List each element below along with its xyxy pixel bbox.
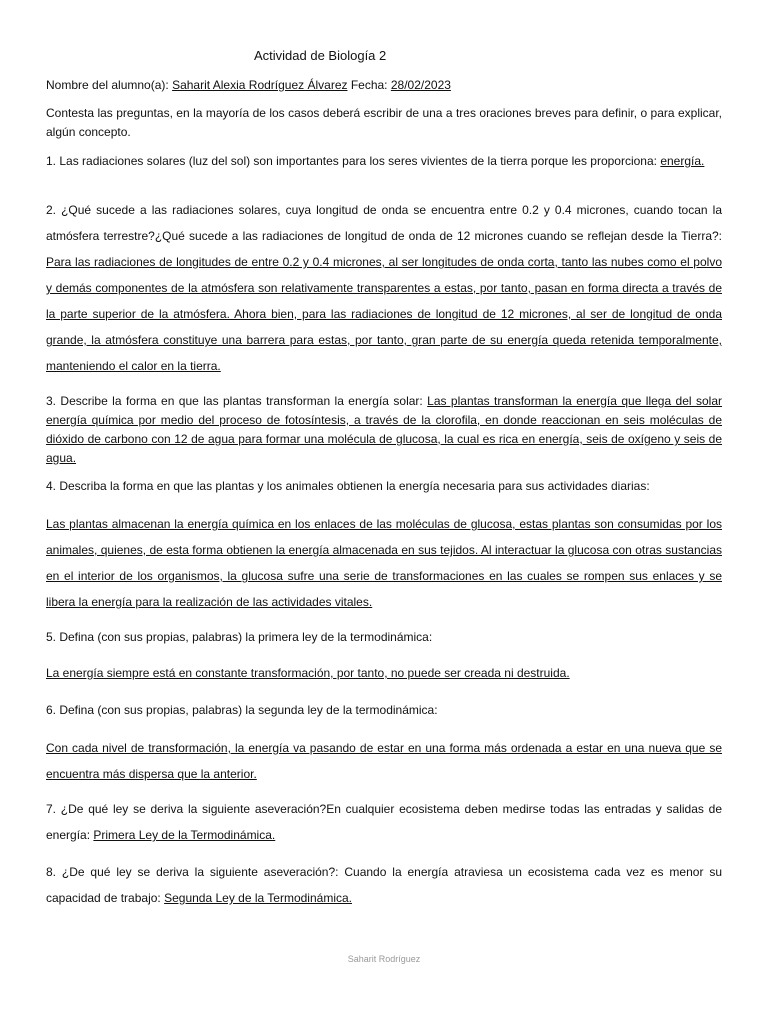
student-info-line [46,76,722,95]
question-6: 6. Defina (con sus propias, palabras) la segunda ley de la termodinámica: [46,703,438,717]
answer-4 [46,511,722,615]
question-2 [46,197,722,379]
question-8 [46,859,722,911]
question-text: 2. ¿Qué sucede a las radiaciones solares, cuya longitud de onda se encuentra entre 0.2 y 0.4 micrones, cuando tocan la atmósfera terrestre?¿Qué sucede a las radiaciones de longitud de onda de 12 micrones cuando se reflejan desde la Tierra?: [46,203,722,243]
question-text: 3. Describe la forma en que las plantas transforman la energía solar: [46,394,428,408]
date-label: Fecha: [347,78,391,92]
instructions: Contesta las preguntas, en la mayoría de los casos deberá escribir de una a tres oraciones breves para definir, o para explicar, algún concepto. [46,106,722,139]
student-label: Nombre del alumno(a): [46,78,173,92]
question-1 [46,152,722,171]
date-value: 28/02/2023 [390,78,451,92]
answer-text: Con cada nivel de transformación, la energía va pasando de estar en una forma más ordenada a estar en una nueva que se encuentra más dispersa que la anterior. [46,741,722,781]
question-text: 8. ¿De qué ley se deriva la siguiente aseveración?: Cuando la energía atraviesa un ecosistema cada vez es menor su capacidad de trabajo: [46,865,722,905]
answer-5 [46,664,722,683]
answer-text: Las plantas almacenan la energía química en los enlaces de las moléculas de glucosa, estas plantas son consumidas por los animales, quienes, de esta forma obtienen la energía almacenada en sus tejidos. Al interactuar la glucosa con otras sustancias en el interior de los organismos, la glucosa sufre una serie de transformaciones en las cuales se rompen sus enlaces y se libera la energía para la realización de las actividades vitales. [46,517,722,609]
question-text: 7. ¿De qué ley se deriva la siguiente aseveración?En cualquier ecosistema deben medirse todas las entradas y salidas de energía: [46,802,722,842]
question-5: 5. Defina (con sus propias, palabras) la primera ley de la termodinámica: [46,630,433,644]
answer-text: Primera Ley de la Termodinámica. [93,828,276,842]
document-title: Actividad de Biología 2 [254,48,387,63]
student-name: Saharit Alexia Rodríguez Álvarez [172,78,348,92]
question-4: 4. Describa la forma en que las plantas y los animales obtienen la energía necesaria para sus actividades diarias: [46,479,650,493]
answer-text: Las plantas transforman la energía que llega del solar energía química por medio del proceso de fotosíntesis, a través de la clorofila, en donde reaccionan en seis moléculas de dióxido de carbono con 12 de agua para formar una molécula de glucosa, la cual es rica en energía, seis de oxígeno y seis de agua. [46,394,722,465]
question-3 [46,392,722,468]
answer-text: Para las radiaciones de longitudes de entre 0.2 y 0.4 micrones, al ser longitudes de onda corta, tanto las nubes como el polvo y demás componentes de la atmósfera son relativamente transparentes a estas, por tanto, pasan en forma directa a través de la parte superior de la atmósfera. Ahora bien, para las radiaciones de longitud de 12 micrones, al ser de longitud de onda grande, la atmósfera constituye una barrera para estas, por tanto, gran parte de su energía queda retenida temporalmente, manteniendo el calor en la tierra. [46,255,722,373]
answer-text: energía. [660,154,705,168]
question-text: 1. Las radiaciones solares (luz del sol) son importantes para los seres vivientes de la tierra porque les proporciona: [46,154,661,168]
answer-text: La energía siempre está en constante transformación, por tanto, no puede ser creada ni destruida. [46,666,570,680]
question-7 [46,796,722,848]
page-footer: Saharit Rodríguez [347,954,421,964]
answer-6 [46,735,722,787]
answer-text: Segunda Ley de la Termodinámica. [164,891,352,905]
